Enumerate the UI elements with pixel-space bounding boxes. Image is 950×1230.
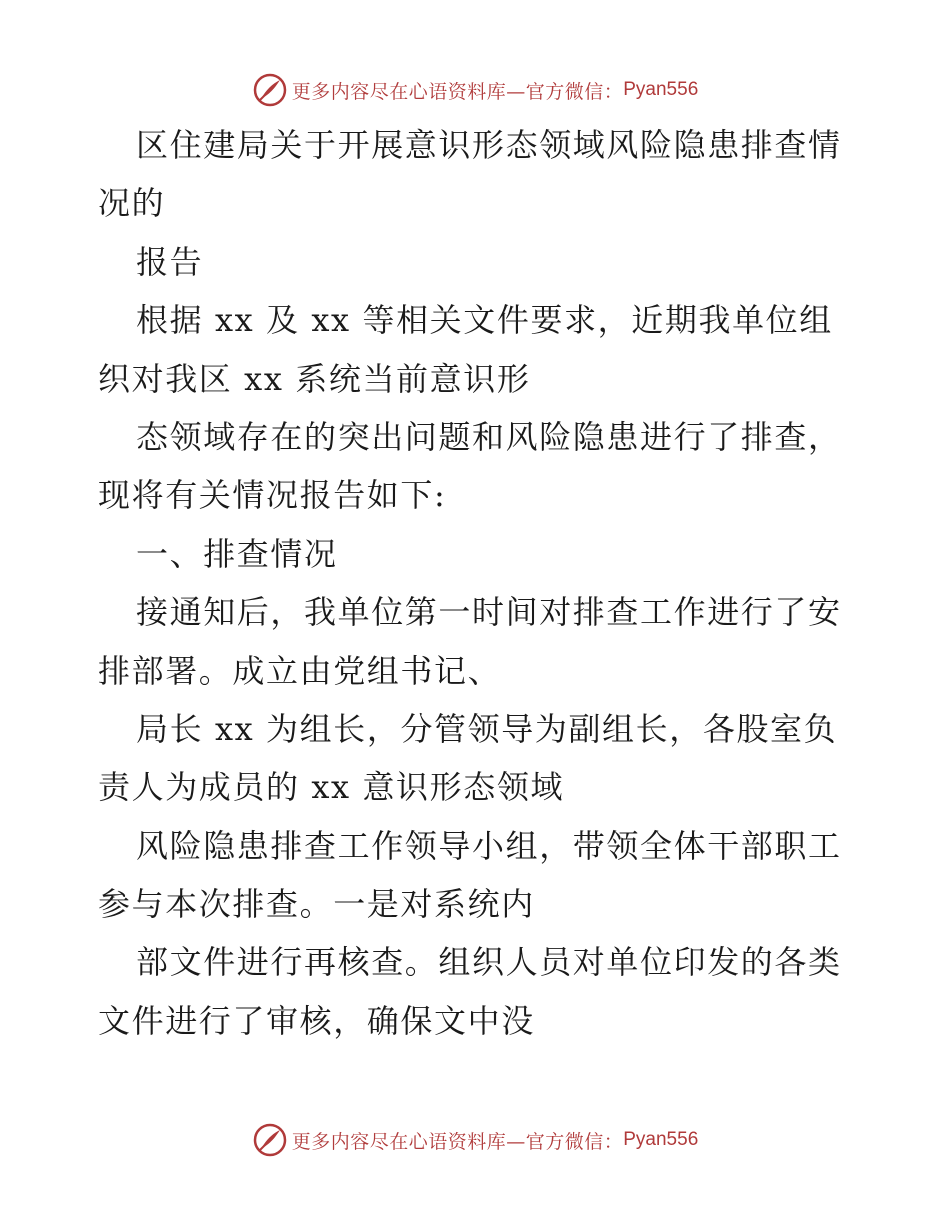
document-line: 现将有关情况报告如下:: [98, 476, 447, 515]
document-line: 接通知后，我单位第一时间对排查工作进行了安: [136, 593, 842, 632]
document-line: 织对我区 xx 系统当前意识形: [98, 359, 531, 398]
document-line: 况的: [98, 184, 166, 223]
document-line: 根据 xx 及 xx 等相关文件要求，近期我单位组: [136, 301, 833, 340]
document-line: 参与本次排查。一是对系统内: [98, 885, 535, 924]
watermark-text: 更多内容尽在心语资料库—官方微信：: [291, 1130, 624, 1153]
footer-watermark: [0, 1120, 950, 1160]
document-line: 态领域存在的突出问题和风险隐患进行了排查，: [136, 417, 842, 456]
feather-logo-icon: [252, 72, 288, 108]
document-line: 部文件进行再核查。组织人员对单位印发的各类: [136, 943, 842, 982]
watermark-text: 更多内容尽在心语资料库—官方微信：: [291, 80, 624, 103]
document-line: 排部署。成立由党组书记、: [98, 651, 502, 690]
document-line: 区住建局关于开展意识形态领域风险隐患排查情: [136, 126, 842, 164]
document-line: 文件进行了审核，确保文中没: [98, 1001, 535, 1040]
document-body: [98, 116, 858, 1050]
document-line: 责人为成员的 xx 意识形态领域: [98, 768, 565, 807]
document-line: 一、排查情况: [136, 534, 338, 573]
document-line: 风险隐患排查工作领导小组，带领全体干部职工: [136, 826, 842, 865]
feather-logo-icon: [252, 1122, 288, 1158]
watermark-wechat-id: Pyan556: [623, 79, 699, 100]
document-line: 报告: [136, 242, 204, 281]
header-watermark: [0, 70, 950, 110]
document-line: 局长 xx 为组长，分管领导为副组长，各股室负: [136, 709, 838, 748]
watermark-wechat-id: Pyan556: [623, 1129, 699, 1150]
